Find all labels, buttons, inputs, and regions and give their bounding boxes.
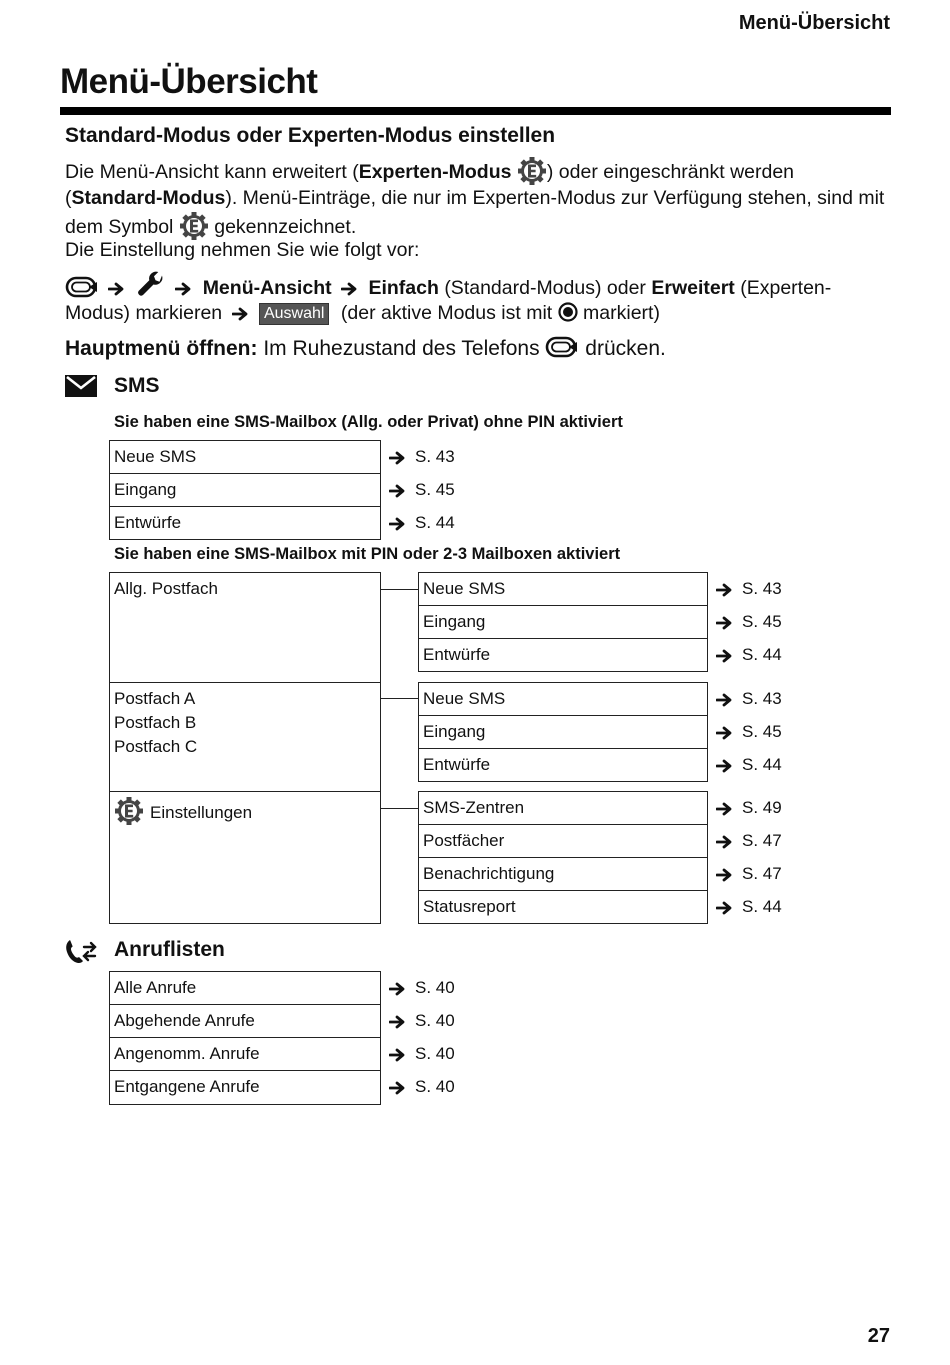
intro-text-1: Die Menü-Ansicht kann erweitert ( (65, 161, 359, 183)
submenu-cell: Benachrichtigung (418, 857, 708, 891)
page-ref (716, 683, 782, 714)
main-menu-bold: Hauptmenü öffnen: (65, 337, 258, 360)
intro-bold-expert: Experten-Modus (358, 161, 512, 183)
menu-key-icon (545, 336, 579, 358)
connector-line (381, 808, 419, 809)
main-menu-instruction (65, 336, 666, 361)
wrench-icon (136, 270, 166, 300)
instruction-paragraph: Die Einstellung nehmen Sie wie folgt vor: (65, 239, 420, 261)
arrow-right-icon (389, 484, 407, 498)
arrow-right-icon (716, 868, 734, 882)
submenu-cell: Eingang (418, 715, 708, 749)
settings-label: Einstellungen (150, 803, 253, 822)
main-menu-text-2: drücken. (585, 337, 666, 360)
intro-text-4: gekennzeichnet. (214, 216, 357, 238)
page-ref (389, 441, 455, 472)
page-ref-text: S. 40 (415, 1077, 455, 1096)
submenu-cell: Entwürfe (418, 748, 708, 782)
step-extended: Erweitert (651, 277, 735, 299)
menu-cell: Eingang (109, 473, 381, 507)
sms-subheading-pin: Sie haben eine SMS-Mailbox mit PIN oder 2-3 Mailboxen aktiviert (114, 545, 621, 563)
submenu-cell: Eingang (418, 605, 708, 639)
page-ref-text: S. 45 (742, 722, 782, 741)
arrow-right-icon (716, 649, 734, 663)
intro-bold-standard: Standard-Modus (71, 187, 226, 209)
envelope-icon (65, 375, 97, 397)
step-text-2: (Experten-Modus) markieren (65, 277, 832, 324)
intro-text-3: ). Menü-Einträge, die nur im Experten-Modus zur Verfügung stehen, sind mit dem Symbol (65, 187, 885, 238)
page-ref-text: S. 40 (415, 978, 455, 997)
connector-line (381, 589, 419, 590)
page-ref-text: S. 40 (415, 1011, 455, 1030)
step-text-1: (Standard-Modus) oder (444, 277, 646, 299)
steps-paragraph (65, 270, 891, 326)
intro-paragraph (65, 156, 891, 241)
running-head: Menü-Übersicht (738, 12, 890, 34)
page-ref-text: S. 44 (415, 513, 455, 532)
arrow-right-icon (389, 982, 407, 996)
submenu-cell: Statusreport (418, 890, 708, 924)
arrow-right-icon (716, 901, 734, 915)
expert-mode-icon (114, 796, 144, 826)
submenu-cell: Neue SMS (418, 682, 708, 716)
mailbox-label: Allg. Postfach (114, 579, 218, 598)
expert-mode-icon (179, 211, 209, 241)
section-heading: Standard-Modus oder Experten-Modus einstellen (65, 124, 556, 147)
mailbox-cell (109, 572, 381, 683)
page-ref-text: S. 43 (742, 689, 782, 708)
arrow-right-icon (232, 307, 250, 321)
menu-cell: Alle Anrufe (109, 971, 381, 1005)
page-ref (716, 716, 782, 747)
arrow-right-icon (716, 693, 734, 707)
arrow-right-icon (341, 282, 359, 296)
page-number: 27 (867, 1325, 890, 1347)
menu-cell: Entwürfe (109, 506, 381, 540)
page-ref-text: S. 44 (742, 755, 782, 774)
page-ref-text: S. 44 (742, 645, 782, 664)
page-ref (716, 606, 782, 637)
step-text-3: (der aktive Modus ist mit (340, 302, 553, 324)
mailbox-cell (109, 682, 381, 792)
page-ref (716, 573, 782, 604)
submenu-cell: Neue SMS (418, 572, 708, 606)
page-ref (716, 858, 782, 889)
mailbox-label: Postfach A (114, 689, 196, 708)
call-lists-title: Anruflisten (114, 938, 225, 961)
page-ref-text: S. 47 (742, 831, 782, 850)
menu-cell: Abgehende Anrufe (109, 1004, 381, 1038)
page-ref (389, 507, 455, 538)
sms-title: SMS (114, 374, 160, 397)
title-rule (60, 107, 891, 115)
page-ref (389, 972, 455, 1003)
arrow-right-icon (389, 517, 407, 531)
page-ref-text: S. 49 (742, 798, 782, 817)
menu-key-icon (65, 276, 99, 298)
step-text-4: markiert) (583, 302, 660, 324)
page-ref (716, 639, 782, 670)
page-ref (389, 1071, 455, 1102)
arrow-right-icon (389, 1048, 407, 1062)
arrow-right-icon (389, 1081, 407, 1095)
arrow-right-icon (716, 583, 734, 597)
page-title: Menü-Übersicht (60, 62, 318, 101)
call-list-icon (64, 937, 98, 965)
page-ref (716, 749, 782, 780)
arrow-right-icon (389, 1015, 407, 1029)
arrow-right-icon (389, 451, 407, 465)
mailbox-label: Postfach C (114, 737, 198, 756)
page-ref-text: S. 47 (742, 864, 782, 883)
arrow-right-icon (716, 802, 734, 816)
page-ref (389, 1038, 455, 1069)
softkey-select: Auswahl (259, 303, 329, 325)
expert-mode-icon (517, 156, 547, 186)
page-ref (716, 792, 782, 823)
arrow-right-icon (108, 282, 126, 296)
page-ref-text: S. 45 (742, 612, 782, 631)
arrow-right-icon (716, 616, 734, 630)
step-menu-view: Menü-Ansicht (202, 277, 332, 299)
main-menu-text-1: Im Ruhezustand des Telefons (263, 337, 540, 360)
connector-line (381, 698, 419, 699)
menu-cell: Angenomm. Anrufe (109, 1037, 381, 1071)
menu-cell: Entgangene Anrufe (109, 1070, 381, 1105)
page-ref (716, 825, 782, 856)
page-ref (716, 891, 782, 922)
page-ref-text: S. 40 (415, 1044, 455, 1063)
intro-text-2: ) oder eingeschränkt werden ( (65, 161, 795, 209)
page-ref-text: S. 44 (742, 897, 782, 916)
page-ref (389, 1005, 455, 1036)
mailbox-label: Postfach B (114, 713, 197, 732)
arrow-right-icon (175, 282, 193, 296)
page-ref (389, 474, 455, 505)
page-ref-text: S. 43 (415, 447, 455, 466)
arrow-right-icon (716, 759, 734, 773)
sms-subheading-no-pin: Sie haben eine SMS-Mailbox (Allg. oder Privat) ohne PIN aktiviert (114, 413, 623, 431)
page-ref-text: S. 43 (742, 579, 782, 598)
submenu-cell: Postfächer (418, 824, 708, 858)
submenu-cell: Entwürfe (418, 638, 708, 672)
page-ref-text: S. 45 (415, 480, 455, 499)
radio-selected-icon (558, 302, 578, 322)
arrow-right-icon (716, 726, 734, 740)
menu-cell: Neue SMS (109, 440, 381, 474)
settings-cell (109, 791, 381, 924)
submenu-cell: SMS-Zentren (418, 791, 708, 825)
step-simple: Einfach (368, 277, 439, 299)
arrow-right-icon (716, 835, 734, 849)
